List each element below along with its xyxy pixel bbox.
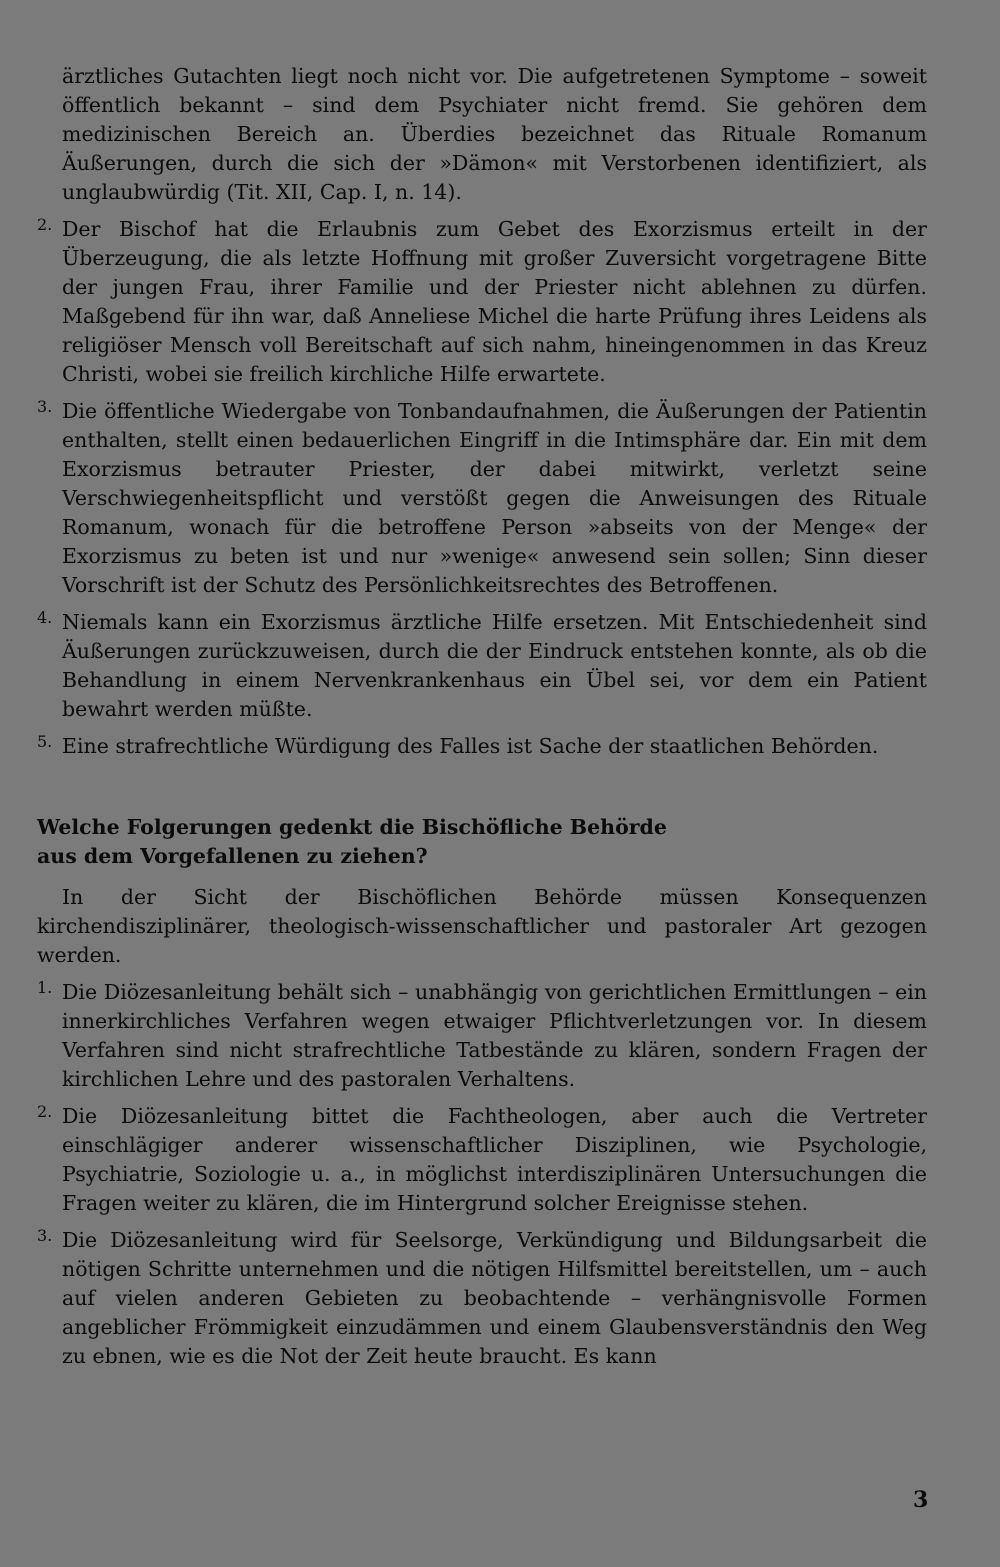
section-heading-line-2: aus dem Vorgefallenen zu ziehen? — [37, 844, 428, 868]
item-number: 2. — [37, 1102, 53, 1121]
item-text: Die Diözesanleitung wird für Seelsorge, Verkündigung und Bildungsarbeit die nötigen Schritte unternehmen und die nötigen Hilfsmittel bereitstellen, um – auch auf vielen anderen Gebieten zu beobachtende – verhängnisvolle Formen angeblicher Frömmigkeit einzudämmen und einem Glaubensverständnis den Weg zu ebnen, wie es die Not der Zeit heute braucht. Es kann — [62, 1228, 927, 1368]
item-number: 4. — [37, 608, 53, 627]
item-number: 2. — [37, 215, 53, 234]
item-text: Die öffentliche Wiedergabe von Tonbandaufnahmen, die Äußerungen der Patientin enthalten, stellt einen bedauerlichen Eingriff in die Intimsphäre dar. Ein mit dem Exorzismus betrauter Priester, der dabei mitwirkt, verletzt seine Verschwiegenheitspflicht und verstößt gegen die Anweisungen des Rituale Romanum, wonach für die betroffene Person »abseits von der Menge« der Exorzismus zu beten ist und nur »wenige« anwesend sein sollen; Sinn dieser Vorschrift ist der Schutz des Persönlichkeitsrechtes des Betroffenen. — [62, 399, 927, 597]
page-body — [37, 62, 927, 1379]
item-number: 5. — [37, 732, 53, 751]
section-heading-line-1: Welche Folgerungen gedenkt die Bischöfliche Behörde — [37, 815, 667, 839]
item-text: Der Bischof hat die Erlaubnis zum Gebet des Exorzismus erteilt in der Überzeugung, die als letzte Hoffnung mit großer Zuversicht vorgetragene Bitte der jungen Frau, ihrer Familie und der Priester nicht ablehnen zu dürfen. Maßgebend für ihn war, daß Anneliese Michel die harte Prüfung ihres Leidens als religiöser Mensch voll Bereitschaft auf sich nahm, hineingenommen in das Kreuz Christi, wobei sie freilich kirchliche Hilfe erwartete. — [62, 217, 927, 386]
item-number: 3. — [37, 1226, 53, 1245]
continuation-paragraph: ärztliches Gutachten liegt noch nicht vor. Die aufgetretenen Symptome – soweit öffentlich bekannt – sind dem Psychiater nicht fremd. Sie gehören dem medizinischen Bereich an. Überdies bezeichnet das Rituale Romanum Äußerungen, durch die sich der »Dämon« mit Verstorbenen identifiziert, als unglaubwürdig (Tit. XII, Cap. I, n. 14). — [62, 64, 927, 204]
item-number: 1. — [37, 978, 53, 997]
item-text: Die Diözesanleitung behält sich – unabhängig von gerichtlichen Ermittlungen – ein innerkirchliches Verfahren wegen etwaiger Pflichtverletzungen vor. In diesem Verfahren sind nicht strafrechtliche Tatbestände zu klären, sondern Fragen der kirchlichen Lehre und des pastoralen Verhaltens. — [62, 980, 927, 1091]
page-number: 3 — [913, 1487, 929, 1513]
list-item — [37, 215, 927, 389]
item-text: Die Diözesanleitung bittet die Fachtheologen, aber auch die Vertreter einschlägiger anderer wissenschaftlicher Disziplinen, wie Psychologie, Psychiatrie, Soziologie u. a., in möglichst interdisziplinären Untersuchungen die Fragen weiter zu klären, die im Hintergrund solcher Ereignisse stehen. — [62, 1104, 927, 1215]
list-item — [37, 1226, 927, 1371]
list-item — [37, 732, 927, 761]
list-item — [37, 1102, 927, 1218]
list-item — [37, 608, 927, 724]
list-item — [37, 397, 927, 600]
item-text: Niemals kann ein Exorzismus ärztliche Hilfe ersetzen. Mit Entschiedenheit sind Äußerungen zurückzuweisen, durch die der Eindruck entstehen konnte, als ob die Behandlung in einem Nervenkrankenhaus ein Übel sei, vor dem ein Patient bewahrt werden müßte. — [62, 610, 927, 721]
list-item — [37, 978, 927, 1094]
item-text: Eine strafrechtliche Würdigung des Falles ist Sache der staatlichen Behörden. — [62, 734, 879, 758]
section-heading — [37, 813, 927, 871]
item-number: 3. — [37, 397, 53, 416]
intro-paragraph: In der Sicht der Bischöflichen Behörde müssen Konsequenzen kirchendisziplinärer, theologisch-wissenschaftlicher und pastoraler Art gezogen werden. — [37, 885, 927, 967]
